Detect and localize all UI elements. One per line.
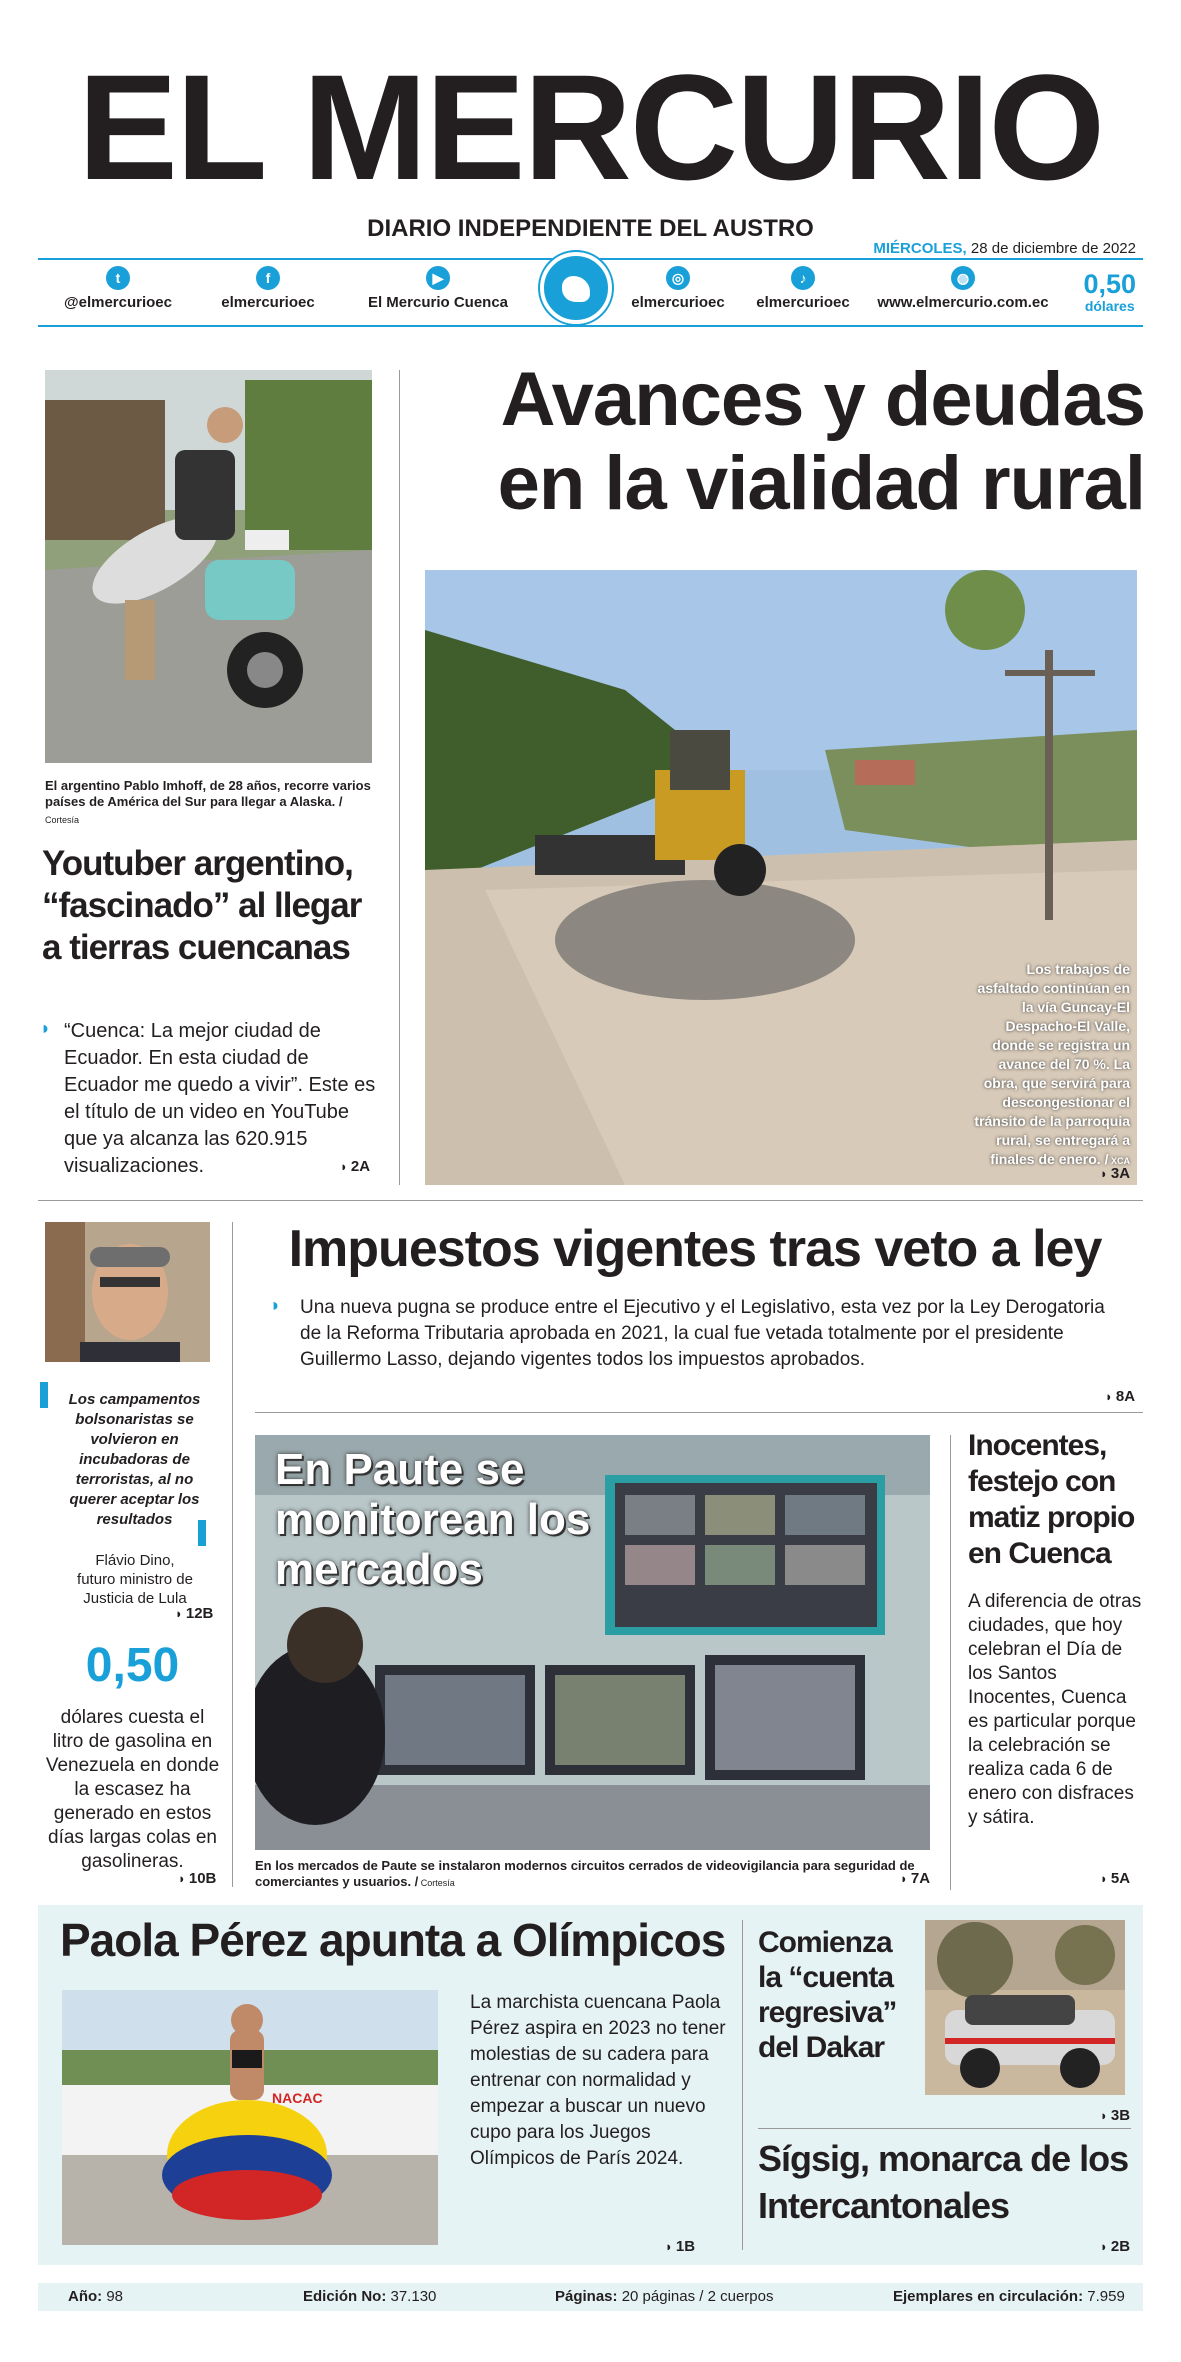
newspaper-subtitle: DIARIO INDEPENDIENTE DEL AUSTRO [367,215,814,242]
inocentes-headline[interactable]: Inocentes, festejo con matiz propio en Cuenca [968,1429,1135,1570]
flavio-dino-photo [45,1222,210,1362]
youtuber-page-ref[interactable]: ◗ 2A [340,1158,370,1175]
instagram-icon: ◎ [666,266,690,290]
sigsig-page-ref[interactable]: ◗ 2B [1100,2238,1130,2255]
youtuber-body: “Cuenca: La mejor ciudad de Ecuador. En esta ciudad de Ecuador me quedo a vivir”. Este es el título de un video en YouTube que ya alcanza las 620.915 visualizaciones. [64,1020,376,1177]
quote-open-icon [40,1382,58,1408]
section-divider [38,1200,1143,1201]
facebook-icon: f [256,266,280,290]
impuestos-headline[interactable]: Impuestos vigentes tras veto a ley [288,1220,1102,1278]
edition-footer [38,2283,1143,2311]
tiktok-icon: ♪ [791,266,815,290]
social-tiktok[interactable]: ♪ elmercurioec [743,262,863,311]
youtuber-photo-caption: El argentino Pablo Imhoff, de 28 años, recorre varios países de América del Sur para llegar a Alaska. / Cortesía [45,778,371,825]
dino-attribution: Flávio Dino, futuro ministro de Justicia de Lula [77,1552,193,1607]
paute-page-ref[interactable]: ◗ 7A [900,1870,930,1887]
sigsig-headline[interactable]: Sígsig, monarca de los Intercantonales [758,2138,1129,2226]
dakar-car-photo [925,1920,1125,2095]
masthead-rule-bottom [38,325,1143,327]
globe-icon: ◍ [951,266,975,290]
roadwork-photo-caption: Los trabajos de asfaltado continúan en la vía Guncay-El Despacho-El Valle, donde se registra un avance del 70 %. La obra, que servirá para descongestionar el tránsito de la parroquia rural, se entregará a finales de enero. / XCA [974,961,1130,1167]
bullet-icon [40,1018,50,1034]
inocentes-body: A diferencia de otras ciudades, que hoy celebran el Día de los Santos Inocentes, Cuenca es particular porque la celebración se realiza cada 6 de enero con disfraces y sátira. [968,1591,1142,1828]
gasoline-page-ref[interactable]: ◗ 10B [178,1870,216,1887]
nacac-banner-text: NACAC [272,2090,323,2106]
social-instagram[interactable]: ◎ elmercurioec [618,262,738,311]
inocentes-page-ref[interactable]: ◗ 5A [1100,1870,1130,1887]
dakar-headline[interactable]: Comienza la “cuenta regresiva” del Dakar [758,1926,897,2064]
dino-quote: Los campamentos bolsonaristas se volvieron en incubadoras de terroristas, al no querer aceptar los resultados [68,1391,201,1528]
youtube-icon: ▶ [426,266,450,290]
cover-price: 0,50 dólares [1083,269,1136,314]
social-youtube[interactable]: ▶ El Mercurio Cuenca [358,262,518,311]
footer-year: Año: 98 [68,2288,124,2305]
column-divider [950,1435,951,1890]
dakar-page-ref[interactable]: ◗ 3B [1100,2107,1130,2124]
gasoline-text: dólares cuesta el litro de gasolina en Venezuela en donde la escasez ha generado en estos días largas colas en gasolineras. [45,1707,220,1872]
newspaper-title: EL MERCURIO [77,43,1104,211]
impuestos-body: Una nueva pugna se produce entre el Ejecutivo y el Legislativo, esta vez por la Ley Derogatoria de la Reforma Tributaria aprobada en 2021, la cual fue vetada totalmente por el presidente Guillermo Lasso, dejando vigentes todos los impuestos aprobados. [300,1297,1105,1370]
bullet-icon [270,1295,280,1311]
section-divider [758,2128,1131,2129]
paola-headline[interactable]: Paola Pérez apunta a Olímpicos [60,1914,726,1966]
paola-body: La marchista cuencana Paola Pérez aspira en 2023 no tener molestias de su cadera para entrenar con normalidad y empezar a buscar un nuevo cupo para los Juegos Olímpicos de París 2024. [470,1992,726,2169]
column-divider [399,370,400,1185]
youtuber-photo [45,370,372,763]
footer-edition: Edición No: 37.130 [303,2288,437,2305]
twitter-icon: t [106,266,130,290]
vialidad-headline[interactable]: Avances y deudas en la vialidad rural [497,357,1145,526]
paute-overlay-title[interactable]: En Paute se monitorean los mercados [275,1445,591,1594]
quote-close-icon [188,1520,206,1546]
impuestos-page-ref[interactable]: ◗ 8A [1105,1388,1135,1405]
column-divider [232,1222,233,1887]
dino-page-ref[interactable]: ◗ 12B [175,1605,213,1622]
paola-perez-photo [62,1990,438,2245]
footer-copies: Ejemplares en circulación: 7.959 [893,2288,1125,2305]
social-facebook[interactable]: f elmercurioec [208,262,328,311]
edition-date: MIÉRCOLES, 28 de diciembre de 2022 [873,240,1136,257]
gasoline-price-figure: 0,50 [85,1639,180,1692]
paola-page-ref[interactable]: ◗ 1B [665,2238,695,2255]
social-website[interactable]: ◍ www.elmercurio.com.ec [873,262,1053,311]
section-divider [255,1412,1143,1413]
social-twitter[interactable]: t @elmercurioec [58,262,178,311]
column-divider [742,1920,743,2250]
youtuber-headline[interactable]: Youtuber argentino, “fascinado” al llegar a tierras cuencanas [42,844,362,967]
footer-pages: Páginas: 20 páginas / 2 cuerpos [555,2288,774,2305]
newspaper-seal-logo [540,252,612,324]
paute-caption: En los mercados de Paute se instalaron modernos circuitos cerrados de videovigilancia para seguridad de comerciantes y usuarios. / Cortesía [255,1858,915,1889]
vialidad-page-ref[interactable]: ◗ 3A [1100,1165,1130,1182]
